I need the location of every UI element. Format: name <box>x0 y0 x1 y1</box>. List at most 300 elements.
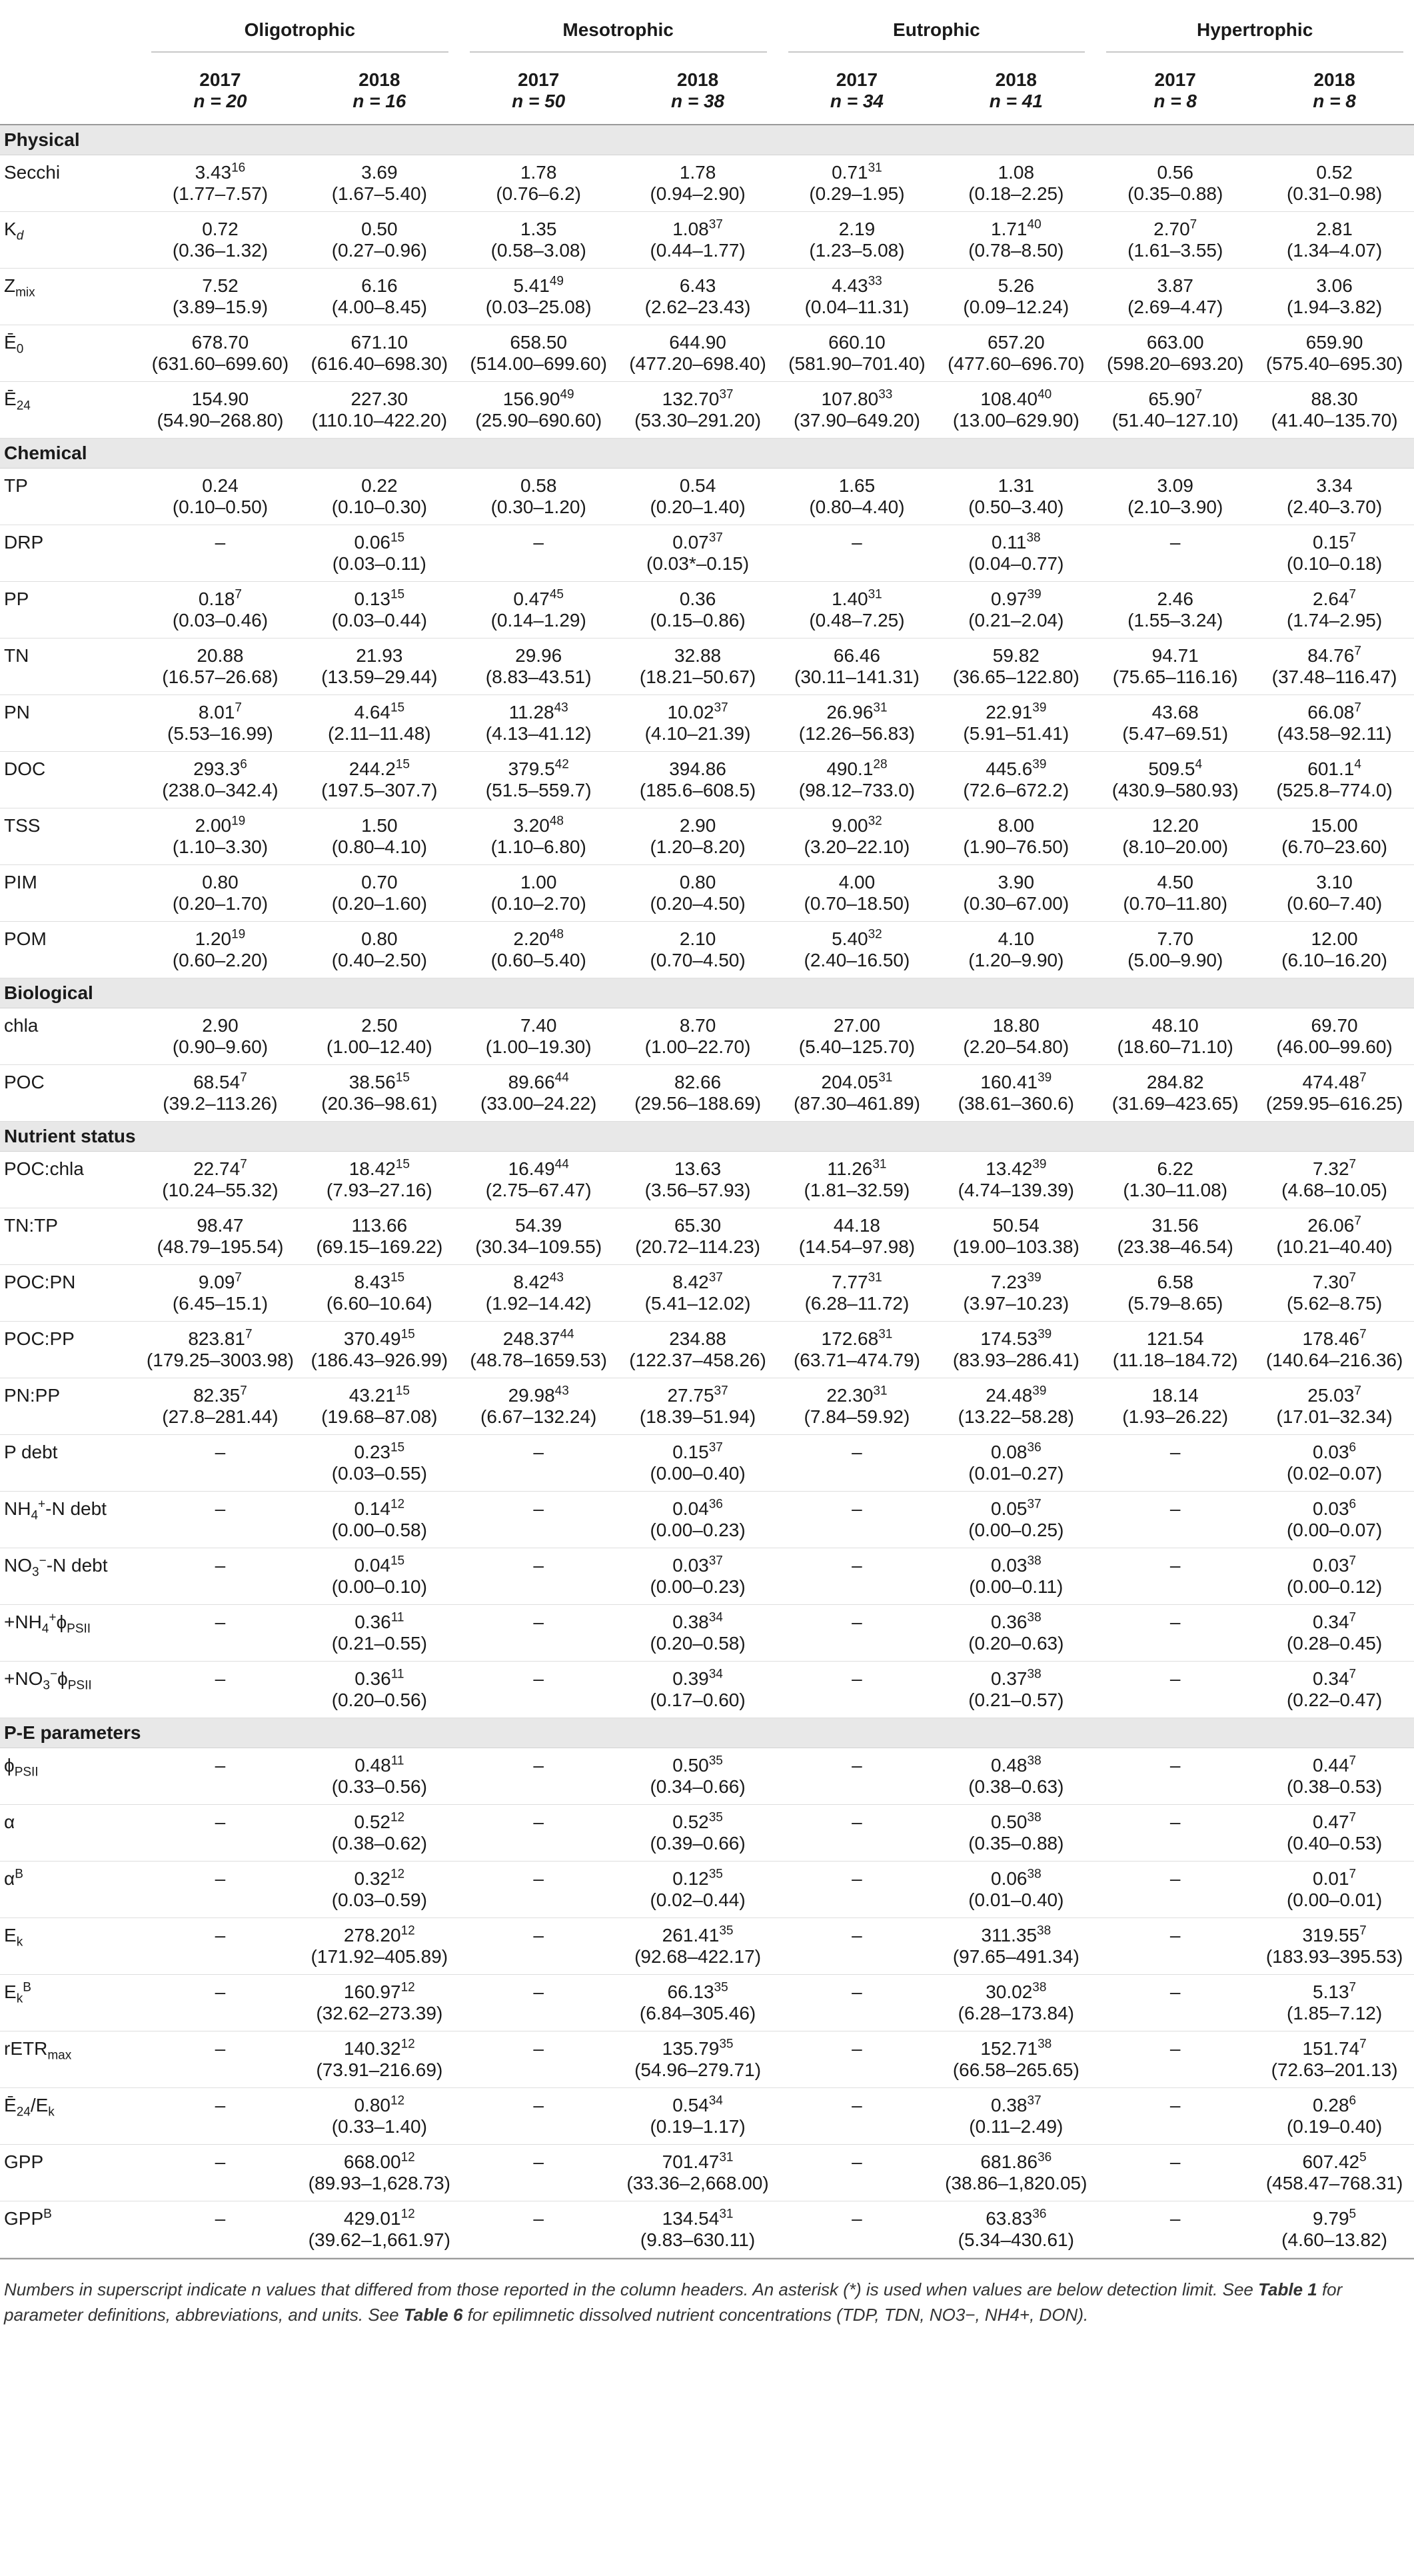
median-value: 69.70 <box>1311 1015 1358 1036</box>
range-value: (0.19–1.17) <box>650 2116 746 2137</box>
range-value: (171.92–405.89) <box>311 1946 448 1967</box>
range-value: (92.68–422.17) <box>634 1946 762 1967</box>
n-superscript: 48 <box>549 927 564 942</box>
range-value: (1.94–3.82) <box>1286 297 1383 317</box>
median-value: – <box>533 1925 544 1945</box>
cell-value-line <box>300 2208 459 2229</box>
cell-value-line <box>141 1272 300 1293</box>
median-value: 0.52 <box>1316 162 1353 183</box>
data-cell <box>778 1805 937 1862</box>
median-value: 1.35 <box>520 219 557 239</box>
table-row <box>0 1805 1414 1862</box>
range-value: (69.15–169.22) <box>316 1236 443 1257</box>
range-value: (1.10–6.80) <box>490 836 586 857</box>
cell-value-line <box>1255 389 1414 410</box>
median-value: – <box>533 532 544 553</box>
median-value: – <box>852 1755 862 1776</box>
data-cell <box>459 155 618 212</box>
range-value: (0.27–0.96) <box>331 240 427 261</box>
cell-value-line <box>141 1215 300 1236</box>
median-value: 0.36 <box>354 1668 391 1689</box>
cell-value-line <box>778 219 937 240</box>
cell-value-line <box>300 332 459 353</box>
data-cell <box>618 1265 778 1322</box>
data-cell <box>141 2145 300 2201</box>
row-label: POC <box>0 1065 141 1122</box>
range-value: (72.63–201.13) <box>1271 2059 1398 2080</box>
median-value: – <box>1169 2151 1181 2172</box>
range-value: (39.2–113.26) <box>163 1093 278 1114</box>
data-cell <box>778 752 937 808</box>
median-value: – <box>533 1755 544 1776</box>
median-value: 22.91 <box>986 702 1033 722</box>
n-superscript: 7 <box>1354 1384 1361 1398</box>
median-value: – <box>533 1812 544 1832</box>
year-header <box>1095 57 1255 125</box>
range-value: (4.68–10.05) <box>1281 1180 1387 1200</box>
cell-value-line <box>936 1668 1095 1690</box>
range-value: (0.60–2.20) <box>172 950 269 970</box>
cell-value-line <box>459 162 618 183</box>
cell-value-line <box>1095 702 1255 723</box>
cell-value-line <box>778 1015 937 1036</box>
cell-value-line <box>618 1442 778 1463</box>
cell-value-line <box>459 645 618 666</box>
cell-value-line <box>459 532 618 553</box>
median-value: 25.03 <box>1307 1385 1355 1406</box>
data-cell <box>1095 1918 1255 1975</box>
data-cell <box>618 639 778 695</box>
cell-value-line <box>141 589 300 610</box>
data-cell <box>778 1492 937 1548</box>
cell-value-line <box>141 1072 300 1093</box>
data-cell <box>778 2088 937 2145</box>
median-value: 11.26 <box>827 1158 873 1179</box>
median-value: 2.50 <box>361 1015 398 1036</box>
data-cell <box>936 1748 1095 1805</box>
median-value: – <box>1169 1555 1181 1576</box>
data-cell <box>459 582 618 639</box>
cell-value-line <box>141 275 300 297</box>
median-value: 2.46 <box>1157 589 1193 609</box>
median-value: 0.80 <box>361 928 398 949</box>
table-row <box>0 2088 1414 2145</box>
range-value: (37.48–116.47) <box>1271 666 1397 687</box>
cell-value-line <box>936 1612 1095 1633</box>
data-cell <box>459 269 618 325</box>
range-value: (5.53–16.99) <box>167 723 273 744</box>
median-value: 82.35 <box>193 1385 241 1406</box>
row-label: $NH_4^+-N$ debt <box>0 1492 141 1548</box>
data-cell <box>1255 1008 1414 1065</box>
data-cell <box>459 1605 618 1662</box>
n-superscript: 49 <box>549 274 564 289</box>
median-value: 12.00 <box>1311 928 1358 949</box>
n-superscript: 37 <box>708 1440 723 1455</box>
data-cell <box>618 1662 778 1718</box>
data-cell <box>300 525 459 582</box>
range-value: (8.10–20.00) <box>1122 836 1229 857</box>
cell-value-line <box>1255 758 1414 780</box>
data-cell <box>300 1265 459 1322</box>
range-value: (0.11–2.49) <box>969 2116 1063 2137</box>
data-cell <box>1255 469 1414 525</box>
data-cell <box>1255 212 1414 269</box>
data-cell <box>1095 525 1255 582</box>
data-cell <box>1095 1605 1255 1662</box>
range-value: (1.81–32.59) <box>804 1180 910 1200</box>
range-value: (0.36–1.32) <box>172 240 269 261</box>
range-value: (73.91–216.69) <box>316 2059 443 2080</box>
section-title: P-E parameters <box>0 1718 1414 1748</box>
data-cell <box>1095 1748 1255 1805</box>
data-cell <box>141 1605 300 1662</box>
cell-value-line <box>778 872 937 893</box>
cell-value-line <box>618 589 778 610</box>
cell-value-line <box>618 1612 778 1633</box>
cell-value-line <box>459 758 618 780</box>
range-value: (30.11–141.31) <box>794 666 920 687</box>
median-value: 8.42 <box>672 1272 709 1292</box>
range-value: (11.18–184.72) <box>1112 1350 1238 1370</box>
cell-value-line <box>1255 928 1414 950</box>
data-cell <box>936 582 1095 639</box>
median-value: 0.52 <box>354 1812 390 1832</box>
data-cell <box>1095 469 1255 525</box>
cell-value-line <box>1095 589 1255 610</box>
data-cell <box>778 1378 937 1435</box>
data-cell <box>618 1435 778 1492</box>
cell-value-line <box>936 389 1095 410</box>
row-label: P debt <box>0 1435 141 1492</box>
row-label: $GPP^B$ <box>0 2201 141 2258</box>
median-value: 8.70 <box>679 1015 716 1036</box>
median-value: 134.54 <box>662 2208 720 2229</box>
data-cell <box>618 325 778 382</box>
cell-value-line <box>936 645 1095 666</box>
median-value: – <box>533 1668 544 1689</box>
cell-value-line <box>778 1925 937 1946</box>
data-cell <box>1095 325 1255 382</box>
n-superscript: 15 <box>395 1384 410 1398</box>
data-cell <box>141 1322 300 1378</box>
cell-value-line <box>459 1981 618 2003</box>
range-value: (0.10–0.50) <box>172 497 269 517</box>
median-value: 4.50 <box>1157 872 1193 892</box>
range-value: (7.93–27.16) <box>326 1180 432 1200</box>
sample-size: n = 34 <box>830 91 884 111</box>
range-value: (0.18–2.25) <box>968 183 1064 204</box>
median-value: 0.06 <box>354 532 390 553</box>
median-value: 311.35 <box>981 1925 1038 1945</box>
range-value: (25.90–690.60) <box>475 410 602 431</box>
median-value: 248.37 <box>502 1328 560 1349</box>
n-superscript: 34 <box>708 1610 723 1625</box>
median-value: – <box>533 2095 544 2115</box>
cell-value-line <box>1255 1555 1414 1576</box>
data-cell <box>1255 1065 1414 1122</box>
data-cell <box>618 1492 778 1548</box>
cell-value-line <box>300 1755 459 1776</box>
median-value: 5.40 <box>832 928 868 949</box>
data-cell <box>300 1975 459 2031</box>
range-value: (1.77–7.57) <box>172 183 269 204</box>
cell-value-line <box>936 758 1095 780</box>
data-cell <box>1095 2031 1255 2088</box>
cell-value-line <box>300 1385 459 1406</box>
cell-value-line <box>1095 162 1255 183</box>
range-value: (0.34–0.66) <box>650 1776 746 1797</box>
data-cell <box>936 1322 1095 1378</box>
n-superscript: 7 <box>240 1070 247 1085</box>
data-cell <box>1255 1208 1414 1265</box>
data-cell <box>141 2088 300 2145</box>
range-value: (12.26–56.83) <box>798 723 916 744</box>
cell-value-line <box>778 1812 937 1833</box>
median-value: 0.80 <box>679 872 716 892</box>
median-value: 429.01 <box>343 2208 401 2229</box>
data-cell <box>141 155 300 212</box>
range-value: (0.39–0.66) <box>650 1833 746 1854</box>
cell-value-line <box>618 1158 778 1180</box>
median-value: – <box>215 2208 226 2229</box>
median-value: 1.08 <box>998 162 1035 183</box>
cell-value-line <box>459 815 618 836</box>
range-value: (6.60–10.64) <box>326 1293 432 1314</box>
sample-size: n = 20 <box>193 91 247 111</box>
range-value: (4.60–13.82) <box>1281 2229 1387 2250</box>
data-cell <box>141 582 300 639</box>
data-cell <box>300 1378 459 1435</box>
cell-value-line <box>936 872 1095 893</box>
median-value: 7.70 <box>1157 928 1193 949</box>
n-superscript: 39 <box>1032 700 1047 715</box>
range-value: (75.65–116.16) <box>1112 666 1238 687</box>
sample-size: n = 16 <box>353 91 406 111</box>
table-row <box>0 1975 1414 2031</box>
range-value: (140.64–216.36) <box>1265 1350 1403 1370</box>
cell-value-line <box>936 1442 1095 1463</box>
median-value: 607.42 <box>1302 2151 1360 2172</box>
median-value: 98.47 <box>197 1215 244 1236</box>
cell-value-line <box>1255 1015 1414 1036</box>
range-value: (0.04–0.77) <box>968 553 1064 574</box>
data-cell <box>459 1208 618 1265</box>
median-value: 132.70 <box>662 389 720 409</box>
data-cell <box>936 1152 1095 1208</box>
data-cell <box>1255 1862 1414 1918</box>
median-value: 0.38 <box>672 1612 709 1632</box>
median-value: 30.02 <box>986 1981 1033 2002</box>
data-cell <box>618 1322 778 1378</box>
range-value: (20.72–114.23) <box>635 1236 760 1257</box>
cell-value-line <box>459 1668 618 1690</box>
data-cell <box>300 639 459 695</box>
cell-value-line <box>141 872 300 893</box>
n-superscript: 12 <box>400 1924 415 1938</box>
cell-value-line <box>1095 872 1255 893</box>
median-value: 108.40 <box>980 389 1038 409</box>
median-value: 0.15 <box>1313 532 1349 553</box>
median-value: 0.03 <box>1313 1555 1349 1576</box>
range-value: (2.40–16.50) <box>804 950 910 970</box>
range-value: (14.54–97.98) <box>798 1236 916 1257</box>
median-value: 0.72 <box>202 219 239 239</box>
median-value: 6.58 <box>1157 1272 1193 1292</box>
range-value: (0.00–0.01) <box>1286 1890 1383 1910</box>
range-value: (0.17–0.60) <box>650 1690 746 1710</box>
data-cell <box>1095 752 1255 808</box>
table-row <box>0 1748 1414 1805</box>
median-value: – <box>852 2208 862 2229</box>
range-value: (4.13–41.12) <box>485 723 592 744</box>
data-cell <box>459 1548 618 1605</box>
cell-value-line <box>936 1498 1095 1520</box>
data-cell <box>141 1152 300 1208</box>
n-superscript: 19 <box>231 814 246 828</box>
range-value: (6.45–15.1) <box>172 1293 269 1314</box>
range-value: (0.00–0.40) <box>650 1463 746 1484</box>
data-cell <box>618 525 778 582</box>
row-label: $K_d$ <box>0 212 141 269</box>
median-value: 3.43 <box>195 162 232 183</box>
cell-value-line <box>618 1668 778 1690</box>
range-value: (0.00–0.25) <box>968 1520 1064 1540</box>
data-cell <box>459 2088 618 2145</box>
range-value: (0.00–0.58) <box>331 1520 427 1540</box>
n-superscript: 7 <box>1359 1327 1367 1342</box>
year-label: 2017 <box>1154 69 1196 90</box>
median-value: 32.88 <box>674 645 722 666</box>
range-value: (0.01–0.40) <box>968 1890 1064 1910</box>
median-value: 156.90 <box>502 389 560 409</box>
median-value: 0.54 <box>672 2095 709 2115</box>
cell-value-line <box>141 2095 300 2116</box>
median-value: 154.90 <box>191 389 249 409</box>
data-cell <box>300 1605 459 1662</box>
n-superscript: 7 <box>1349 1667 1357 1682</box>
cell-value-line <box>936 532 1095 553</box>
data-cell <box>300 1918 459 1975</box>
data-cell <box>300 808 459 865</box>
data-cell <box>618 1208 778 1265</box>
n-superscript: 15 <box>395 1070 410 1085</box>
range-value: (7.84–59.92) <box>804 1406 910 1427</box>
median-value: 15.00 <box>1311 815 1358 836</box>
cell-value-line <box>141 1755 300 1776</box>
data-cell <box>1255 325 1414 382</box>
data-cell <box>459 325 618 382</box>
range-value: (5.34–430.61) <box>958 2229 1074 2250</box>
data-cell <box>1095 382 1255 439</box>
data-cell <box>618 1008 778 1065</box>
data-cell <box>141 1435 300 1492</box>
corner-cell <box>0 0 141 57</box>
cell-value-line <box>1255 589 1414 610</box>
range-value: (98.12–733.0) <box>798 780 916 800</box>
table-row <box>0 1322 1414 1378</box>
cell-value-line <box>778 758 937 780</box>
data-cell <box>618 1805 778 1862</box>
data-cell <box>300 269 459 325</box>
data-cell <box>778 155 937 212</box>
range-value: (1.00–19.30) <box>485 1036 592 1057</box>
cell-value-line <box>618 1812 778 1833</box>
cell-value-line <box>141 1868 300 1890</box>
median-value: 7.77 <box>832 1272 868 1292</box>
data-cell <box>936 808 1095 865</box>
cell-value-line <box>618 1868 778 1890</box>
data-cell <box>936 639 1095 695</box>
median-value: 5.13 <box>1313 1981 1349 2002</box>
data-cell <box>459 2031 618 2088</box>
cell-value-line <box>618 928 778 950</box>
cell-value-line <box>459 219 618 240</box>
n-superscript: 7 <box>245 1327 253 1342</box>
median-value: 65.90 <box>1148 389 1195 409</box>
range-value: (5.41–12.02) <box>644 1293 751 1314</box>
cell-value-line <box>1255 1981 1414 2003</box>
data-cell <box>778 1605 937 1662</box>
range-value: (2.75–67.47) <box>485 1180 592 1200</box>
median-value: 660.10 <box>828 332 886 353</box>
median-value: 18.80 <box>992 1015 1040 1036</box>
n-superscript: 12 <box>390 1497 405 1512</box>
cell-value-line <box>300 2151 459 2173</box>
cell-value-line <box>1255 2151 1414 2173</box>
n-superscript: 32 <box>868 814 882 828</box>
cell-value-line <box>141 1442 300 1463</box>
median-value: 121.54 <box>1146 1328 1204 1349</box>
median-value: – <box>852 1812 862 1832</box>
n-superscript: 28 <box>873 757 888 772</box>
data-cell <box>1095 639 1255 695</box>
range-value: (0.35–0.88) <box>968 1833 1064 1854</box>
n-superscript: 40 <box>1027 217 1042 232</box>
data-cell <box>300 1492 459 1548</box>
n-superscript: 43 <box>549 1270 564 1285</box>
cell-value-line <box>300 2038 459 2059</box>
data-cell <box>618 469 778 525</box>
range-value: (0.00–0.10) <box>331 1576 427 1597</box>
data-cell <box>459 1805 618 1862</box>
data-cell <box>618 212 778 269</box>
range-value: (1.74–2.95) <box>1286 610 1383 631</box>
data-cell <box>141 525 300 582</box>
range-value: (1.92–14.42) <box>485 1293 592 1314</box>
group-header-row <box>0 0 1414 57</box>
data-cell <box>936 865 1095 922</box>
range-value: (1.90–76.50) <box>963 836 1069 857</box>
data-cell <box>936 1805 1095 1862</box>
median-value: 0.47 <box>513 589 550 609</box>
data-cell <box>778 1862 937 1918</box>
range-value: (0.40–2.50) <box>331 950 427 970</box>
cell-value-line <box>1095 1442 1255 1463</box>
data-cell <box>1095 1065 1255 1122</box>
cell-value-line <box>1095 928 1255 950</box>
range-value: (32.62–273.39) <box>316 2003 443 2023</box>
table-row <box>0 695 1414 752</box>
range-value: (5.79–8.65) <box>1127 1293 1223 1314</box>
median-value: – <box>215 1498 226 1519</box>
cell-value-line <box>1255 275 1414 297</box>
median-value: 178.46 <box>1302 1328 1360 1349</box>
n-superscript: 31 <box>719 2150 734 2165</box>
range-value: (0.00–0.11) <box>969 1576 1063 1597</box>
median-value: 54.39 <box>515 1215 562 1236</box>
range-value: (5.47–69.51) <box>1122 723 1229 744</box>
